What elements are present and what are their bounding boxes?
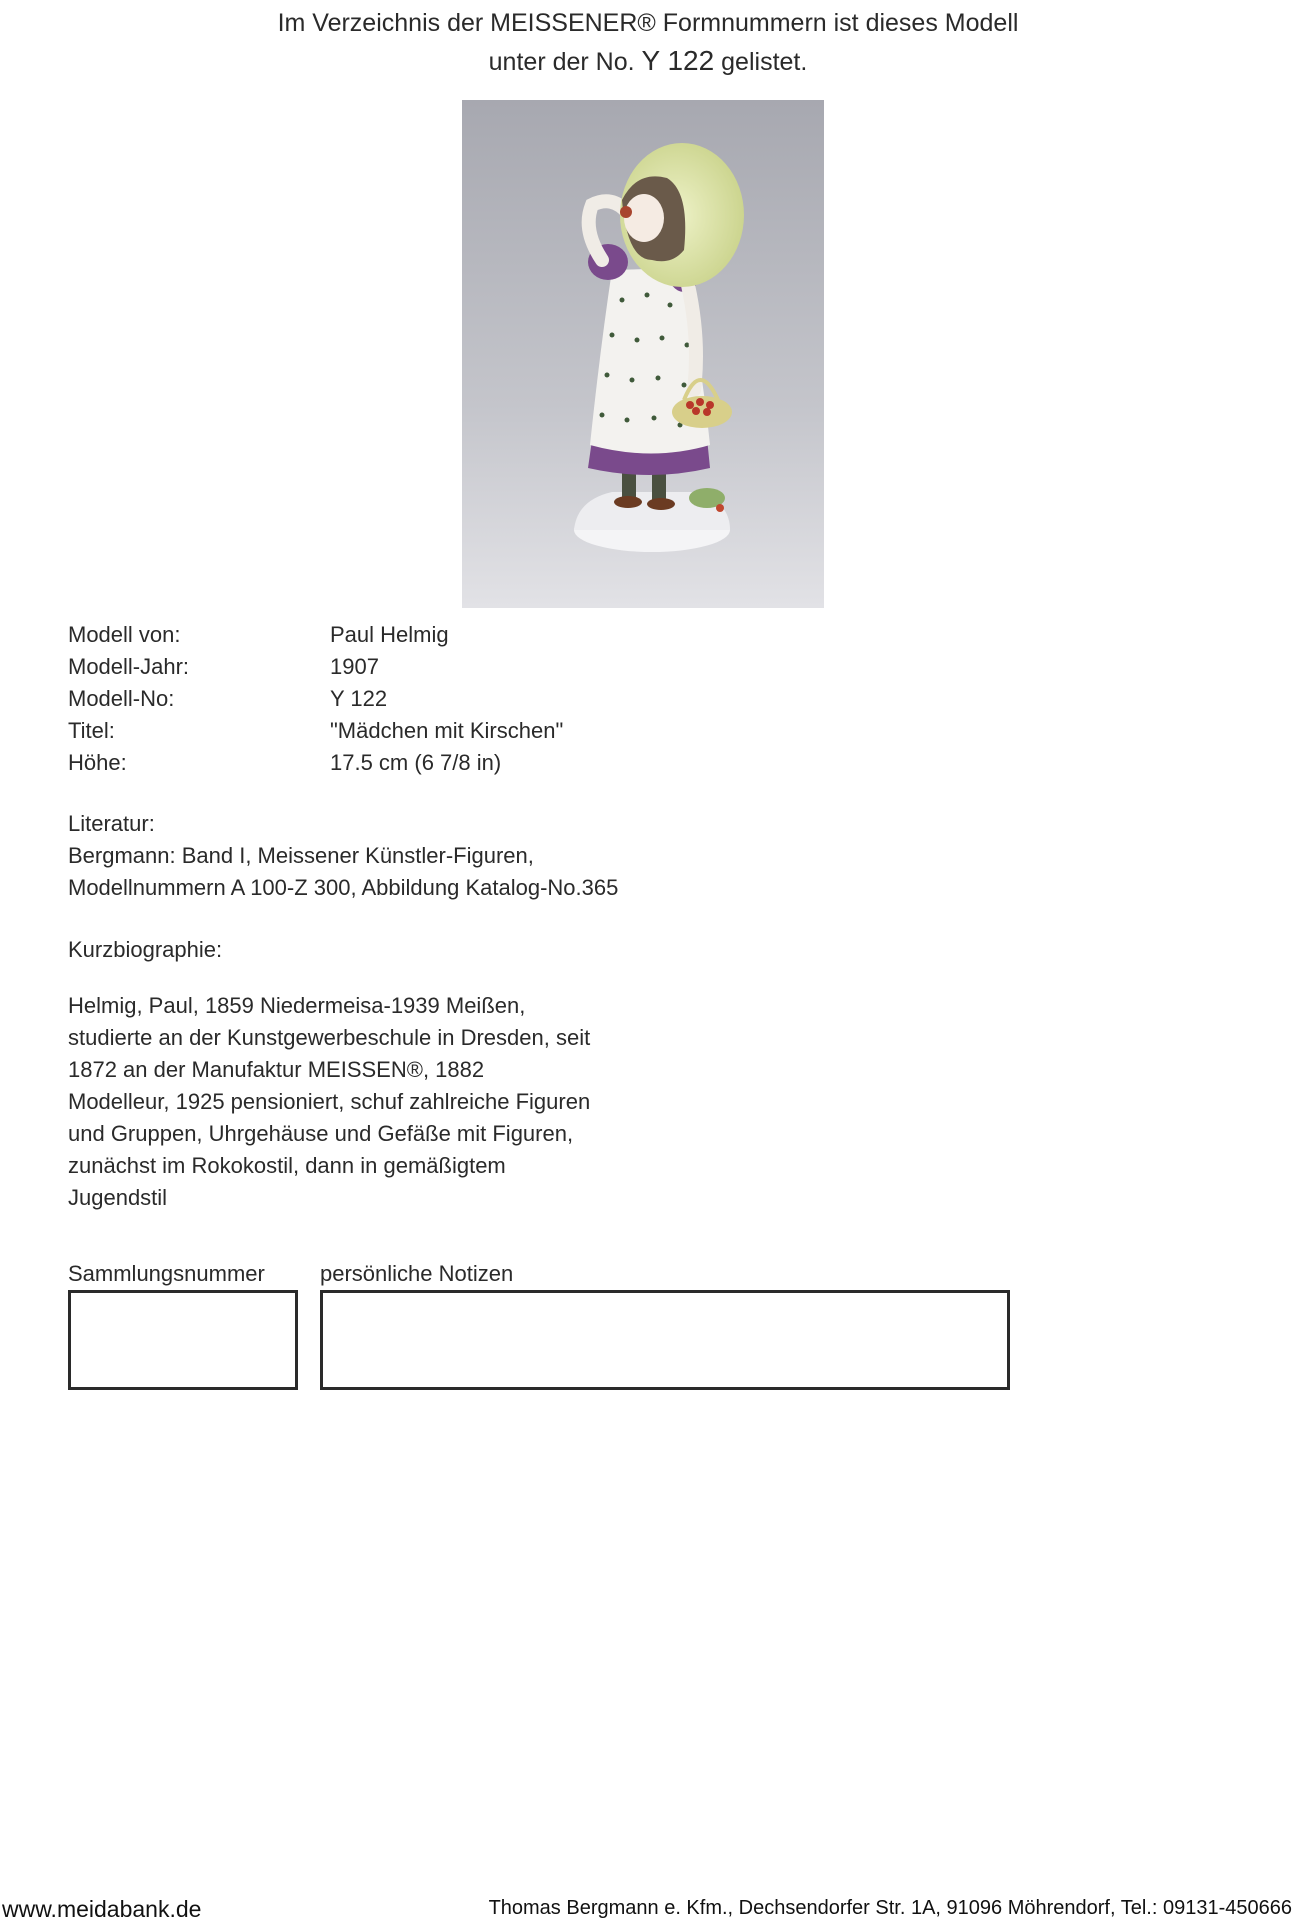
- detail-label: Höhe:: [68, 750, 127, 775]
- header-line-2: [0, 42, 1296, 81]
- literature-section: [68, 808, 618, 904]
- model-number-highlight: Y 122: [641, 45, 715, 76]
- biography-line: zunächst im Rokokostil, dann in gemäßigtem: [68, 1153, 506, 1178]
- literature-line: Bergmann: Band I, Meissener Künstler-Figuren,: [68, 843, 534, 868]
- detail-row-height: [68, 747, 563, 779]
- detail-value: 1907: [330, 654, 379, 679]
- header-line-1: Im Verzeichnis der MEISSENER® Formnummern ist dieses Modell: [277, 9, 1019, 37]
- biography-heading: Kurzbiographie:: [68, 937, 223, 962]
- biography-line: Helmig, Paul, 1859 Niedermeisa-1939 Meißen,: [68, 993, 526, 1018]
- detail-value: 17.5 cm (6 7/8 in): [330, 750, 502, 775]
- detail-row-title: [68, 715, 563, 747]
- detail-value: Paul Helmig: [330, 622, 449, 647]
- biography-text: [68, 990, 668, 1214]
- footer-website-link[interactable]: www.meidabank.de: [2, 1896, 202, 1922]
- detail-row-year: [68, 651, 563, 683]
- biography-line: Jugendstil: [68, 1185, 168, 1210]
- biography-line: und Gruppen, Uhrgehäuse und Gefäße mit Figuren,: [68, 1121, 574, 1146]
- biography-line: 1872 an der Manufaktur MEISSEN®, 1882: [68, 1057, 485, 1082]
- header-prefix: unter der No.: [488, 48, 635, 76]
- detail-value: "Mädchen mit Kirschen": [330, 718, 564, 743]
- personal-notes-label: persönliche Notizen: [320, 1261, 514, 1286]
- detail-label: Modell-Jahr:: [68, 654, 190, 679]
- page-header: [0, 4, 1296, 81]
- header-suffix: gelistet.: [721, 48, 808, 76]
- detail-label: Modell von:: [68, 622, 181, 647]
- details-table: [68, 619, 563, 779]
- detail-row-number: [68, 683, 563, 715]
- detail-row-author: [68, 619, 563, 651]
- literature-line: Modellnummern A 100-Z 300, Abbildung Katalog-No.365: [68, 875, 619, 900]
- collection-number-field[interactable]: [68, 1290, 298, 1390]
- biography-line: Modelleur, 1925 pensioniert, schuf zahlreiche Figuren: [68, 1089, 591, 1114]
- footer-address: Thomas Bergmann e. Kfm., Dechsendorfer Str. 1A, 91096 Möhrendorf, Tel.: 09131-450666: [488, 1897, 1292, 1919]
- personal-notes-field[interactable]: [320, 1290, 1010, 1390]
- literature-heading: Literatur:: [68, 811, 155, 836]
- biography-line: studierte an der Kunstgewerbeschule in Dresden, seit: [68, 1025, 591, 1050]
- detail-value: Y 122: [330, 686, 388, 711]
- collection-number-label: Sammlungsnummer: [68, 1261, 265, 1286]
- detail-label: Titel:: [68, 718, 115, 743]
- figurine-photo: [462, 100, 824, 608]
- detail-label: Modell-No:: [68, 686, 175, 711]
